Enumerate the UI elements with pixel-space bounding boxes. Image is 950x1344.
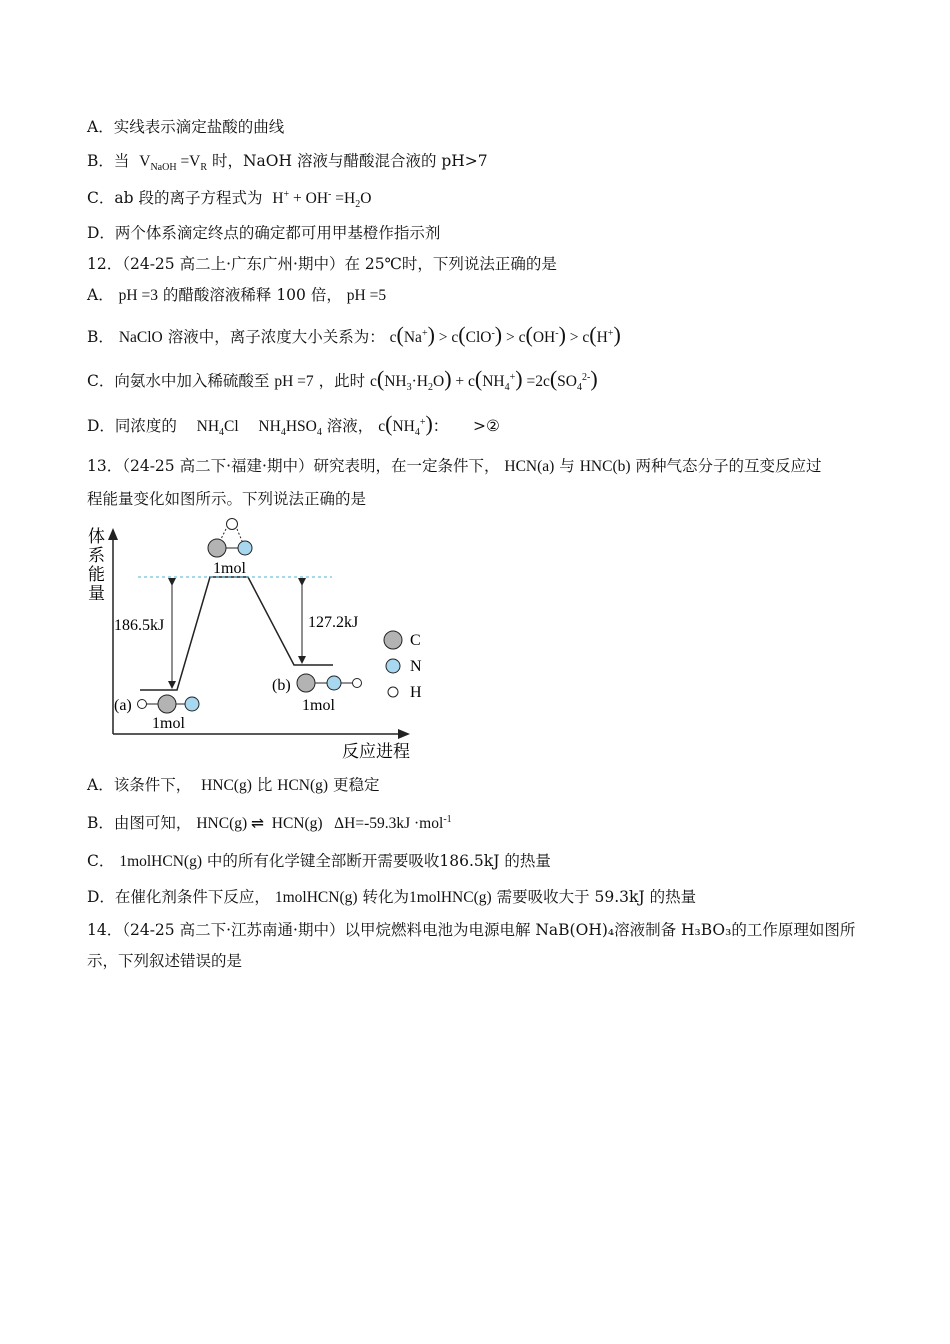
q13-option-a-suffix: 更稳定 [333, 776, 380, 794]
q11-option-c [87, 187, 371, 210]
q13-option-c-suffix: 中的所有化学键全部断开需要吸收186.5kJ 的热量 [206, 852, 551, 870]
b-c-atom [297, 674, 315, 692]
b-n-atom [327, 676, 341, 690]
q11-option-b-prefix: B．当 [87, 152, 130, 170]
legend-h-swatch [388, 687, 398, 697]
ts-n-atom [238, 541, 252, 555]
legend-c-label: C [410, 632, 421, 649]
formula-1mol-hcn: 1molHCN(g) [119, 853, 202, 870]
legend-c-swatch [384, 631, 402, 649]
formula-charge-balance: $c(NH_3\cdot H_2O) + c(NH_4^+) =2c(SO_4^{2-})$ [370, 366, 598, 394]
mol-label-top: 1mol [213, 560, 246, 577]
b-h-atom [353, 679, 362, 688]
formula-1mol-hnc: 1molHNC(g) [409, 889, 492, 906]
q14-stem: 14．（24-25 高二下·江苏南通·期中）以甲烷燃料电池为电源电解 NaB(OH)₄溶液制备 H₃BO₃的工作原理如图所示，下列叙述错误的是 [87, 921, 856, 970]
formula-hnc-b: HNC(b) [579, 458, 631, 475]
legend-n-label: N [410, 658, 422, 675]
formula-ph5: pH =5 [346, 287, 387, 304]
q11-option-b [87, 150, 488, 173]
energy-label-left: 186.5kJ [114, 617, 165, 634]
q13-option-b-prefix: B．由图可知， [87, 814, 192, 832]
q11-option-a: A．实线表示滴定盐酸的曲线 [87, 118, 285, 136]
ts-c-atom [208, 539, 226, 557]
ts-h-atom [227, 519, 238, 530]
formula-naclo: NaClO [118, 329, 163, 346]
formula-hnc-g: HNC(g) [201, 777, 252, 794]
energy-curve [140, 577, 333, 690]
formula-hcn-g: HCN(g) [277, 777, 329, 794]
q12-option-d-mid: 溶液， [326, 417, 374, 435]
formula-equilibrium: HNC(g) ⇌ HCN(g) ΔH=-59.3kJ ·mol$^{-1}$ [196, 813, 452, 832]
q13-stem-line2: 程能量变化如图所示。下列说法正确的是 [87, 490, 367, 508]
q12-option-b-mid: 溶液中，离子浓度大小关系为： [167, 328, 385, 346]
q11-option-d: D．两个体系滴定终点的确定都可用甲基橙作指示剂 [87, 224, 441, 242]
formula-1mol-hcn-d: 1molHCN(g) [274, 889, 358, 906]
mol-label-b: 1mol [302, 697, 335, 714]
q12-option-b-prefix: B． [87, 328, 114, 346]
legend-h-label: H [410, 684, 422, 701]
q13-stem-a: 13．（24-25 高二下·福建·期中）研究表明，在一定条件下， [87, 457, 500, 475]
q13-stem-line1 [87, 455, 821, 478]
a-h-atom [138, 700, 147, 709]
formula-ph7: pH =7 [274, 373, 314, 390]
y-axis-arrow [108, 528, 118, 540]
ts-bond-nh [237, 529, 242, 541]
a-n-atom [185, 697, 199, 711]
q12-option-c [87, 366, 598, 394]
q13-option-d-prefix: D．在催化剂条件下反应， [87, 888, 270, 906]
q13-stem-b: 与 [559, 457, 575, 475]
energy-diagram [80, 512, 440, 762]
formula-nh4cl: $NH_4Cl$ [196, 418, 239, 439]
q12-option-d-prefix: D．同浓度的 [87, 417, 177, 435]
q13-option-a-mid: 比 [256, 776, 273, 794]
q13-option-c-prefix: C． [87, 852, 115, 870]
y-axis-label-2: 系 [88, 546, 105, 565]
q13-stem-c: 两种气态分子的互变反应过 [635, 457, 822, 475]
q12-option-c-mid: ，此时 [318, 372, 366, 390]
label-b: (b) [272, 677, 291, 694]
formula-ionic-equation: $H^+ + OH^- =H_2O$ [272, 188, 372, 211]
energy-label-right: 127.2kJ [308, 614, 359, 631]
a-c-atom [158, 695, 176, 713]
q12-option-d-suffix: >② [472, 417, 500, 435]
ts-bond-ch [220, 529, 226, 541]
x-axis-arrow [398, 729, 410, 739]
q13-option-c [87, 850, 551, 873]
y-axis-label-4: 量 [88, 584, 105, 603]
formula-v-naoh-eq-vr: $V_{NaOH} =V_R$ [139, 153, 208, 174]
y-axis-label-3: 能 [88, 565, 105, 584]
formula-ion-order: c(Na+) > c(ClO-) > c(OH-) > c(H+) [389, 322, 621, 347]
formula-ph3: pH =3 [118, 287, 158, 304]
q13-option-d [87, 886, 696, 909]
q12-option-a-prefix: A． [87, 286, 114, 304]
q13-option-a-prefix: A．该条件下， [87, 776, 192, 794]
q13-option-a [87, 774, 380, 797]
x-axis-label: 反应进程 [342, 742, 410, 761]
q12-option-a [87, 284, 386, 307]
mol-label-a: 1mol [152, 715, 185, 732]
label-a: (a) [114, 697, 132, 714]
y-axis-label-1: 体 [88, 527, 105, 546]
q12-stem: 12．（24-25 高二上·广东广州·期中）在 25℃时，下列说法正确的是 [87, 255, 557, 273]
formula-hcn-a: HCN(a) [504, 458, 555, 475]
q11-option-b-suffix: 时，NaOH 溶液与醋酸混合液的 pH>7 [211, 152, 488, 170]
q13-option-d-mid: 转化为 [362, 888, 409, 906]
legend-n-swatch [386, 659, 400, 673]
q11-option-c-prefix: C．ab 段的离子方程式为 [87, 189, 263, 207]
q13-option-d-suffix: 需要吸收大于 59.3kJ 的热量 [496, 888, 697, 906]
q12-option-c-prefix: C．向氨水中加入稀硫酸至 [87, 372, 270, 390]
q12-option-b [87, 322, 621, 349]
formula-nh4hso4: $NH_4HSO_4$ [258, 418, 322, 439]
q13-option-b [87, 812, 452, 835]
q12-option-d [87, 411, 500, 439]
formula-c-nh4: $c(NH_4^+)$： [378, 411, 449, 439]
q12-option-a-mid: 的醋酸溶液稀释 100 倍， [162, 286, 342, 304]
